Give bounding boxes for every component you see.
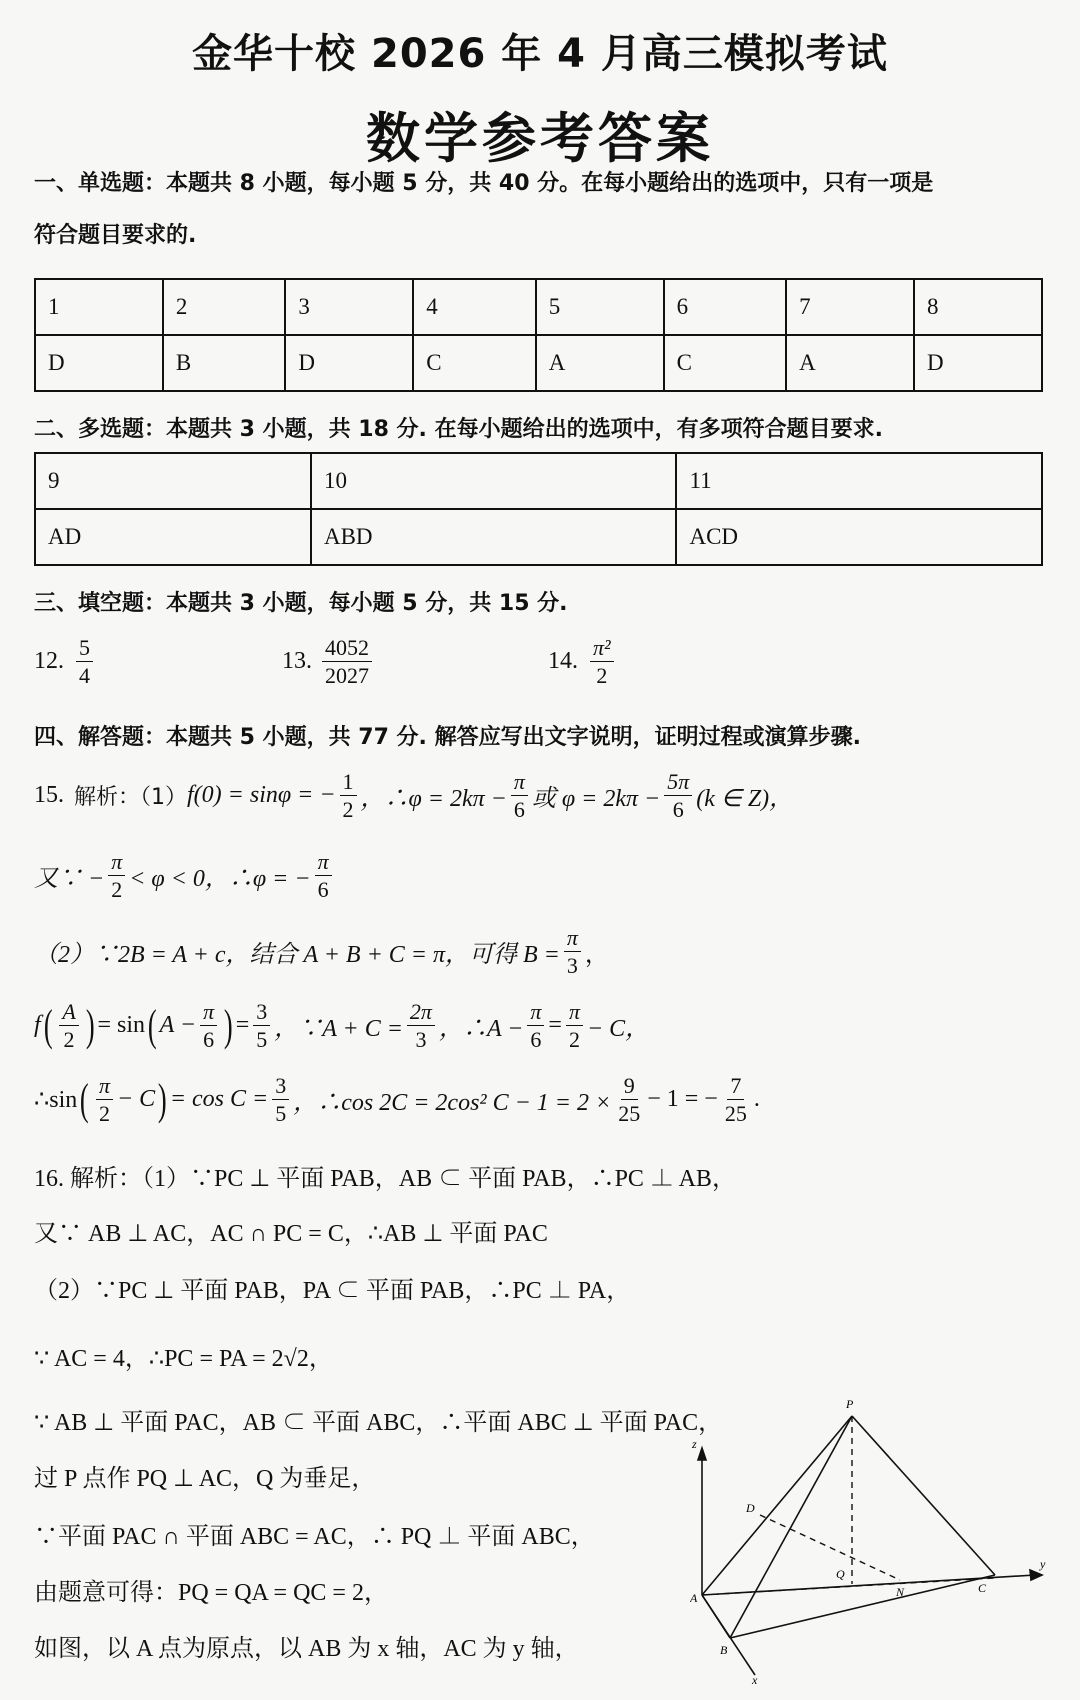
q15-expr: f [34,1012,41,1039]
edge-BC [730,1575,995,1638]
table-row [35,335,1042,391]
q16-line7: ∵平面 PAC ∩ 平面 ABC = AC，∴ PQ ⊥ 平面 ABC， [34,1524,595,1550]
fraction-denominator: 3 [566,953,578,979]
fill-answer-13 [282,636,376,687]
fraction-numerator: A [59,1000,78,1026]
q16-line1: 16. 解析：（1）∵PC ⊥ 平面 PAB，AB ⊂ 平面 PAB，∴PC ⊥ AB， [34,1166,736,1192]
q15-expr: = sin [97,1012,145,1039]
fraction-denominator: 2 [568,1027,580,1053]
label-B: B [720,1643,728,1657]
fraction-numerator: π [527,1000,544,1026]
section3-heading: 三、填空题：本题共 3 小题，每小题 5 分，共 15 分. [34,591,568,616]
q16-line8: 由题意可得：PQ = QA = QC = 2， [34,1580,388,1606]
q15-expr: ，∴A − [438,1016,524,1043]
right-paren: ) [158,1074,167,1124]
question-number: 1 [35,279,163,335]
fraction-denominator: 2 [63,1027,75,1053]
label-N: N [896,1585,905,1599]
question-number: 10 [311,453,677,509]
left-paren: ( [43,1000,53,1050]
question-number: 6 [664,279,787,335]
question-number: 2 [163,279,286,335]
fraction-denominator: 25 [618,1101,641,1127]
q15-line3 [34,926,609,977]
fraction-numerator: 4052 [322,636,372,662]
fraction-denominator: 6 [317,877,329,903]
DN-dashed [760,1515,900,1580]
fraction-numerator: 5 [76,636,93,662]
q15-expr: . [753,1086,760,1113]
fraction-denominator: 25 [724,1101,747,1127]
label-D: D [746,1501,755,1515]
q15-expr: ，∴cos 2C = 2cos² C − 1 = 2 × [293,1090,612,1117]
question-number: 4 [413,279,536,335]
single-choice-answer-table [34,278,1043,392]
answer-cell: ACD [676,509,1042,565]
left-paren: ( [80,1074,90,1124]
fraction-denominator: 5 [275,1101,287,1127]
label-Q: Q [836,1567,845,1581]
fill-answer-14 [548,636,618,687]
fraction-denominator: 2027 [325,663,369,689]
label-y: y [1040,1557,1046,1571]
fraction-numerator: 7 [727,1074,744,1100]
fraction-denominator: 3 [415,1027,427,1053]
fraction-denominator: 6 [513,797,525,823]
question-label: 15. [34,782,64,809]
edge-PA [702,1416,852,1595]
label-C: C [978,1581,987,1595]
q15-expr: < φ < 0，∴φ = − [129,866,311,893]
right-paren: ) [85,1000,95,1050]
section1-heading-line2: 符合题目要求的. [34,223,197,248]
q16-line4: ∵ AC = 4，∴PC = PA = 2√2， [34,1346,333,1372]
answer-cell: D [914,335,1042,391]
fraction-denominator: 6 [672,797,684,823]
table-row [35,509,1042,565]
question-number: 9 [35,453,311,509]
answer-cell: ABD [311,509,677,565]
fraction-numerator: 1 [340,770,357,796]
fill-answer-12 [34,636,97,687]
fraction-denominator: 2 [342,797,354,823]
fraction-numerator: π [108,850,125,876]
fraction-numerator: π [564,926,581,952]
y-axis-arrow [1030,1570,1042,1580]
exam-title: 金华十校 2026 年 4 月高三模拟考试 [192,31,888,77]
q15-expr: = cos C = [169,1086,269,1113]
fraction-denominator: 2 [596,663,608,689]
q15-intro: 解析：（1） [74,785,187,811]
right-paren: ) [224,1000,233,1050]
section4-heading: 四、解答题：本题共 5 小题，共 77 分. 解答应写出文字说明，证明过程或演算步骤. [34,725,861,750]
q15-line5 [34,1074,760,1125]
q15-expr: ，∴φ = 2kπ − [360,786,507,813]
question-label: 12. [34,648,64,675]
q16-line5: ∵ AB ⊥ 平面 PAC，AB ⊂ 平面 ABC，∴平面 ABC ⊥ 平面 PAC， [34,1410,723,1436]
q15-expr: A − [159,1012,197,1039]
q15-expr: = [235,1012,250,1039]
answer-cell: A [786,335,914,391]
question-label: 14. [548,648,578,675]
q15-expr: ， [584,942,609,969]
answer-key-title: 数学参考答案 [366,107,714,170]
section1-heading-line1: 一、单选题：本题共 8 小题，每小题 5 分，共 40 分。在每小题给出的选项中，只有一项是 [34,171,934,196]
fraction-denominator: 2 [111,877,123,903]
table-row [35,453,1042,509]
answer-cell: D [35,335,163,391]
q15-expr: − 1 = − [647,1086,718,1113]
answer-cell: A [536,335,664,391]
answer-cell: D [285,335,413,391]
edge-PC [852,1416,995,1575]
label-z: z [692,1437,697,1451]
q15-expr: − C， [586,1016,650,1043]
fraction-numerator: π [96,1074,113,1100]
answer-cell: C [664,335,787,391]
edge-PB [730,1416,852,1638]
question-number: 7 [786,279,914,335]
answer-cell: AD [35,509,311,565]
label-x: x [752,1673,758,1686]
table-row [35,279,1042,335]
q15-line4 [34,1000,649,1051]
label-P: P [846,1397,854,1411]
q15-expr: （2）∵2B = A + c，结合 A + B + C = π，可得 B = [34,942,560,969]
answer-cell: C [413,335,536,391]
q16-line6: 过 P 点作 PQ ⊥ AC，Q 为垂足， [34,1466,376,1492]
z-axis-arrow [698,1448,706,1460]
fraction-denominator: 4 [79,663,90,689]
pyramid-figure [690,1390,1050,1686]
fraction-numerator: 3 [272,1074,289,1100]
fraction-denominator: 2 [98,1101,110,1127]
edge-AB [702,1595,730,1638]
section2-heading: 二、多选题：本题共 3 小题，共 18 分. 在每小题给出的选项中，有多项符合题目要求. [34,417,883,442]
fraction-numerator: π [200,1000,217,1026]
question-number: 8 [914,279,1042,335]
fraction-numerator: 3 [253,1000,270,1026]
question-number: 11 [676,453,1042,509]
q15-line2 [34,850,336,901]
q16-line2: 又∵ AB ⊥ AC，AC ∩ PC = C，∴AB ⊥ 平面 PAC [34,1221,548,1247]
q15-expr: − C [116,1086,156,1113]
fraction-denominator: 6 [530,1027,542,1053]
q15-expr: f(0) = sinφ = − [187,782,336,809]
question-number: 3 [285,279,413,335]
q15-expr: = [548,1012,562,1039]
fraction-numerator: π [511,770,528,796]
fraction-denominator: 5 [256,1027,268,1053]
q15-expr: (k ∈ Z)， [696,786,794,813]
multi-choice-answer-table [34,452,1043,566]
fraction-numerator: 5π [664,770,692,796]
q15-line1 [34,770,793,821]
question-number: 5 [536,279,664,335]
fraction-numerator: 2π [407,1000,435,1026]
q15-expr: ，∵A + C = [274,1016,403,1043]
q16-line9: 如图，以 A 点为原点，以 AB 为 x 轴，AC 为 y 轴， [34,1636,579,1662]
fraction-numerator: 9 [621,1074,638,1100]
q16-line3: （2）∵PC ⊥ 平面 PAB，PA ⊂ 平面 PAB，∴PC ⊥ PA， [34,1278,631,1304]
q15-expr: 或 φ = 2kπ − [531,786,661,813]
answer-cell: B [163,335,286,391]
left-paren: ( [147,1000,157,1050]
question-label: 13. [282,648,312,675]
fraction-numerator: π [315,850,332,876]
fraction-numerator: π² [590,636,614,662]
q15-expr: 又∵ − [34,866,105,893]
label-A: A [690,1591,698,1605]
fraction-numerator: π [566,1000,583,1026]
q15-expr: ∴sin [34,1087,78,1114]
fraction-denominator: 6 [203,1027,215,1053]
